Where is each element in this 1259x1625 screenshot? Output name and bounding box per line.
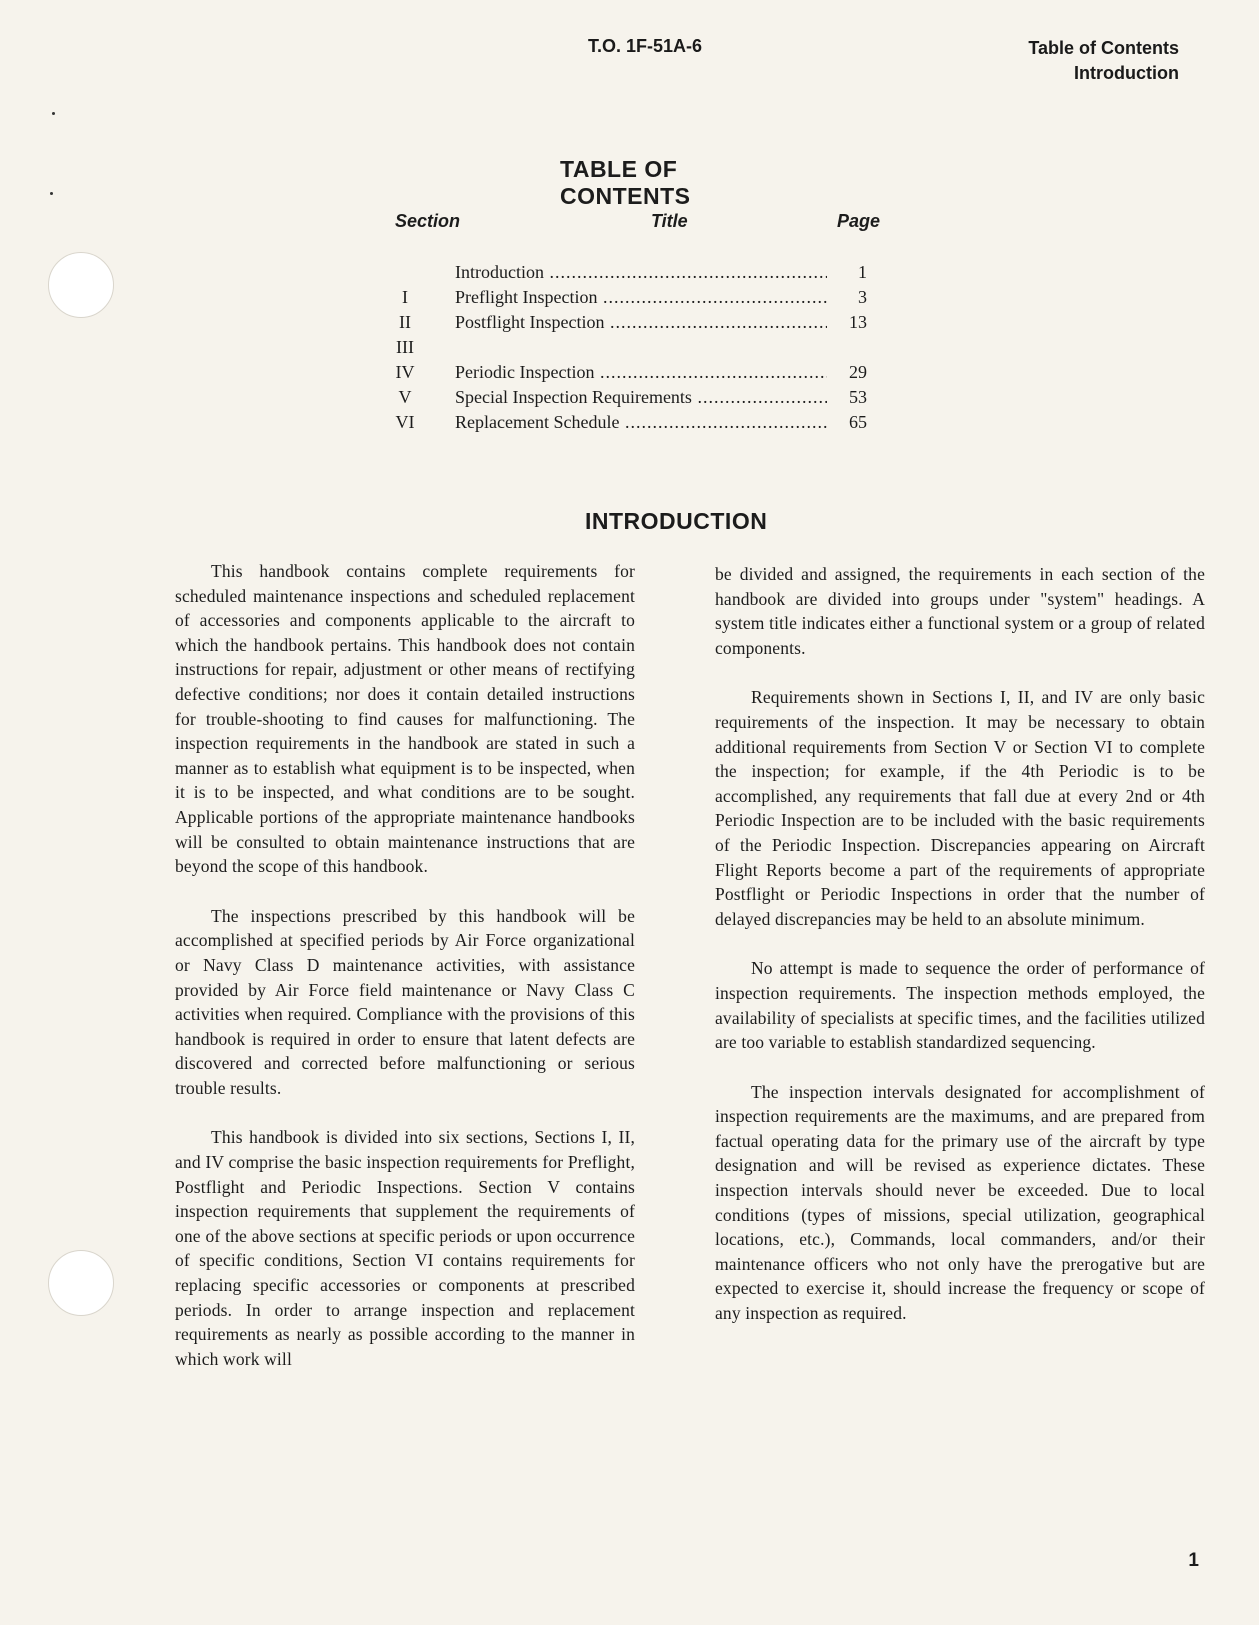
toc-title: TABLE OF CONTENTS [560, 156, 691, 209]
toc-row [380, 337, 880, 362]
toc-row [380, 312, 880, 337]
toc-section-number: II [399, 312, 411, 332]
toc-list [380, 262, 880, 437]
toc-row [380, 387, 880, 412]
toc-entry-title: Preflight Inspection ..... [455, 287, 827, 308]
toc-entry-title: Periodic Inspection ..... [455, 362, 827, 383]
toc-row [380, 262, 880, 287]
toc-row [380, 362, 880, 387]
toc-section-number: VI [395, 412, 415, 432]
paragraph: Requirements shown in Sections I, II, and IV are only basic requirements of the inspection. It may be necessary to obtain additional requirements from Section V or Section VI to complete the inspection; for example, if the 4th Periodic is to be accomplished, any requirements that fall due at every 2nd or 4th Periodic Inspection are to be included with the basic requirements of the Periodic Inspection. Discrepancies appearing on Aircraft Flight Reports become a part of the requirements of appropriate Postflight or Periodic Inspections in order that the number of delayed discrepancies may be held to an absolute minimum. [715, 687, 1205, 929]
speck-mark [50, 192, 53, 195]
paragraph: The inspections prescribed by this handbook will be accomplished at specified periods by Air Force organizational or Navy Class D maintenance activities, with assistance provided by Air Force field maintenance or Navy Class C activities when required. Compliance with the provisions of this handbook is required in order to ensure that latent defects are discovered and corrected before malfunctioning or serious trouble results. [175, 905, 635, 1098]
toc-col-section: Section [395, 211, 461, 231]
toc-section-number: V [398, 387, 412, 407]
toc-entry-title: Replacement Schedule ..... [455, 412, 827, 433]
paragraph: No attempt is made to sequence the order of performance of inspection requirements. The inspection methods employed, the availability of specialists at specific times, and the facilities utilized are too variable to establish standardized sequencing. [715, 958, 1205, 1053]
toc-entry-title: Postflight Inspection ..... [455, 312, 827, 333]
toc-col-title: Title [651, 211, 688, 231]
punch-hole [48, 252, 114, 318]
introduction-title: INTRODUCTION [585, 508, 768, 534]
toc-page-number: 13 [827, 312, 867, 333]
page-number: 1 [1188, 1550, 1199, 1571]
toc-page-number: 3 [827, 287, 867, 308]
toc-page-number: 53 [827, 387, 867, 408]
left-text-column [175, 559, 635, 1396]
toc-page-number: 29 [827, 362, 867, 383]
toc-page-number: 65 [827, 412, 867, 433]
paragraph: be divided and assigned, the requirements in each section of the handbook are divided into groups under "system" headings. A system title indicates either a functional system or a group of related components. [715, 564, 1205, 658]
paragraph: This handbook is divided into six sections, Sections I, II, and IV comprise the basic inspection requirements for Preflight, Postflight and Periodic Inspections. Section V contains inspection requirements that supplement the requirements of one of the above sections at specific periods or upon occurrence of specific conditions, Section VI contains requirements for replacing specific accessories or components at prescribed periods. In order to arrange inspection and replacement requirements as nearly as possible according to the manner in which work will [175, 1127, 635, 1369]
speck-mark [52, 112, 55, 115]
paragraph: This handbook contains complete requirements for scheduled maintenance inspections and scheduled replacement of accessories and components applicable to the aircraft to which the handbook pertains. This handbook does not contain instructions for repair, adjustment or other means of rectifying defective conditions; nor does it contain detailed instructions for trouble-shooting to find causes for malfunctioning. The inspection requirements in the handbook are stated in such a manner as to establish what equipment is to be inspected, when it is to be inspected, and what conditions are to be sought. Applicable portions of the appropriate maintenance handbooks will be consulted to obtain maintenance instructions that are beyond the scope of this handbook. [175, 561, 635, 877]
paragraph: The inspection intervals designated for accomplishment of inspection requirements are the maximums, and are prepared from factual operating data for the primary use of the aircraft by type designation and will be revised as experience dictates. These inspection intervals should never be exceeded. Due to local conditions (types of missions, special utilization, geographical locations, etc.), Commands, local commanders, and/or their maintenance officers who not only have the prerogative but are expected to exercise it, should increase the frequency or scope of any inspection as required. [715, 1081, 1205, 1324]
running-header-line2: Introduction [1074, 63, 1179, 83]
toc-section-number: III [396, 337, 414, 357]
toc-page-number: 1 [827, 262, 867, 283]
toc-entry-title: Special Inspection Requirements ..... [455, 387, 827, 408]
toc-col-page: Page [837, 211, 881, 231]
toc-section-number: I [402, 287, 408, 307]
running-header-line1: Table of Contents [1028, 38, 1179, 58]
punch-hole [48, 1250, 114, 1316]
right-text-column [715, 562, 1205, 1351]
toc-row [380, 412, 880, 437]
running-header [1028, 36, 1179, 86]
toc-row [380, 287, 880, 312]
doc-number: T.O. 1F-51A-6 [588, 36, 703, 56]
toc-section-number: IV [395, 362, 415, 382]
toc-entry-title: Introduction ..... [455, 262, 827, 283]
